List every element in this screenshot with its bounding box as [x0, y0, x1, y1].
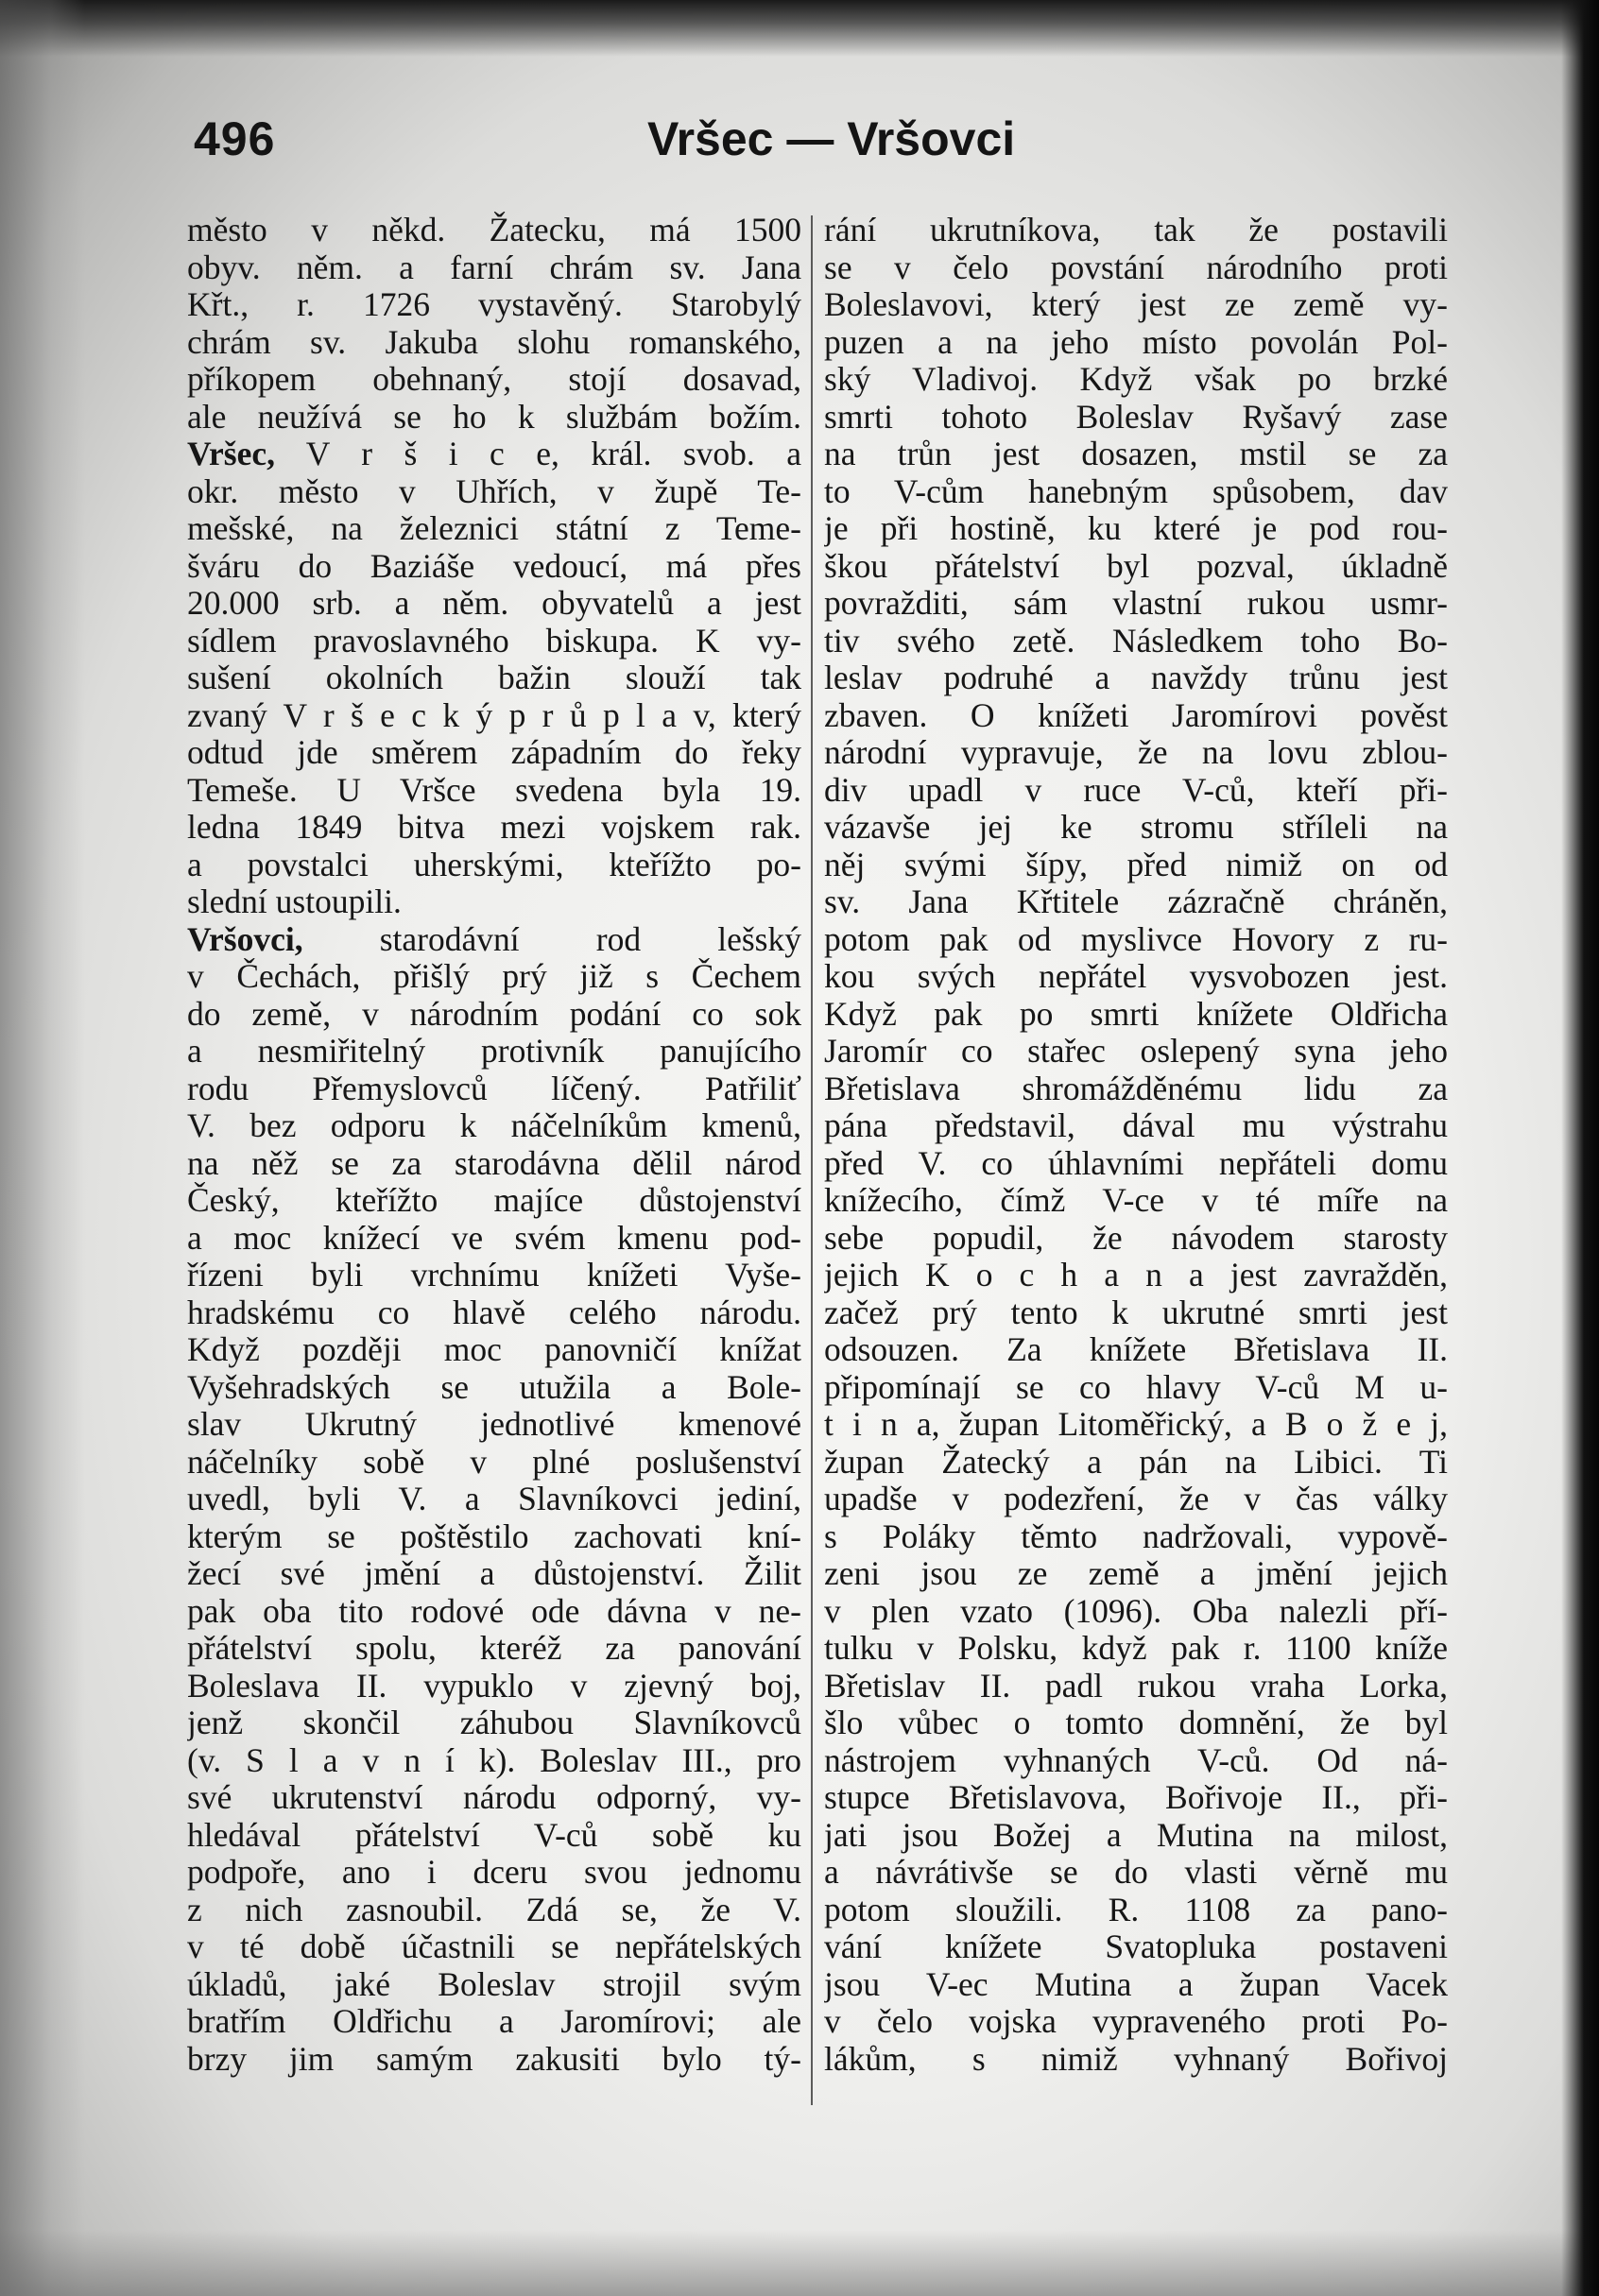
text-line: na něž se za starodávna dělil národ: [187, 1144, 801, 1182]
text-line: odsouzen. Za knížete Břetislava II.: [824, 1331, 1448, 1368]
text-line: brzy jim samým zakusiti bylo tý-: [187, 2040, 801, 2078]
text-line: lákům, s nimiž vyhnaný Bořivoj: [824, 2040, 1448, 2078]
text-line: (v. S l a v n í k). Boleslav III., pro: [187, 1741, 801, 1779]
text-line: kou svých nepřátel vysvobozen jest.: [824, 958, 1448, 995]
text-line: 20.000 srb. a něm. obyvatelů a jest: [187, 585, 801, 622]
text-line: potom sloužili. R. 1108 za pano-: [824, 1891, 1448, 1928]
text-line: a nesmiřitelný protivník panujícího: [187, 1033, 801, 1070]
text-line: uvedl, byli V. a Slavníkovci jediní,: [187, 1481, 801, 1517]
text-line: sušení okolních bažin slouží tak: [187, 660, 801, 696]
text-line: Břetislav II. padl rukou vraha Lorka,: [824, 1667, 1448, 1705]
text-line: obyv. něm. a farní chrám sv. Jana: [187, 248, 801, 286]
text-line: Boleslava II. vypuklo v zjevný boj,: [187, 1667, 801, 1705]
column-divider: [811, 215, 813, 2105]
text-line: přátelství spolu, kteréž za panování: [187, 1630, 801, 1667]
text-line: Jaromír co stařec oslepený syna jeho: [824, 1033, 1448, 1070]
text-line: jati jsou Božej a Mutina na milost,: [824, 1816, 1448, 1854]
text-line: kterým se poštěstilo zachovati kní-: [187, 1517, 801, 1555]
text-line: své ukrutenství národu odporný, vy-: [187, 1779, 801, 1816]
text-line: škou přátelství byl pozval, úkladně: [824, 547, 1448, 585]
text-line: a moc knížecí ve svém kmenu pod-: [187, 1219, 801, 1257]
text-line: Když pak po smrti knížete Oldřicha: [824, 995, 1448, 1033]
text-line: a návrátivše se do vlasti věrně mu: [824, 1854, 1448, 1891]
text-line: něj svými šípy, před nimiž on od: [824, 846, 1448, 883]
text-line: náčelníky sobě v plné poslušenství: [187, 1443, 801, 1481]
text-line: odtud jde směrem západním do řeky: [187, 734, 801, 771]
text-line: zbaven. O knížeti Jaromírovi pověst: [824, 696, 1448, 734]
text-line: jsou V-ec Mutina a župan Vacek: [824, 1965, 1448, 2003]
right-text-column: [824, 212, 1448, 2078]
text-line: šlo vůbec o tomto domnění, že byl: [824, 1705, 1448, 1741]
text-line: div upadl v ruce V-ců, kteří při-: [824, 771, 1448, 809]
text-line: podpoře, ano i dceru svou jednomu: [187, 1854, 801, 1891]
text-line: pána představil, dával mu výstrahu: [824, 1107, 1448, 1144]
text-line: Když později moc panovničí knížat: [187, 1331, 801, 1368]
text-line: tiv svého zetě. Následkem toho Bo-: [824, 622, 1448, 660]
text-line: nástrojem vyhnaných V-ců. Od ná-: [824, 1741, 1448, 1779]
text-line: sv. Jana Křtitele zázračně chráněn,: [824, 883, 1448, 920]
text-line: slav Ukrutný jednotlivé kmenové: [187, 1406, 801, 1443]
text-line: Křt., r. 1726 vystavěný. Starobylý: [187, 286, 801, 323]
text-line: hradskému co hlavě celého národu.: [187, 1294, 801, 1331]
text-line: rodu Přemyslovců líčený. Patřiliť: [187, 1070, 801, 1107]
text-line: tulku v Polsku, když pak r. 1100 kníže: [824, 1630, 1448, 1667]
text-line: rání ukrutníkova, tak že postavili: [824, 212, 1448, 248]
text-line: Boleslavovi, který jest ze země vy-: [824, 286, 1448, 323]
text-line: město v někd. Žatecku, má 1500: [187, 212, 801, 248]
text-line: zvaný V r š e c k ý p r ů p l a v, který: [187, 696, 801, 734]
text-line: sebe popudil, že návodem starosty: [824, 1219, 1448, 1257]
text-line: Český, kteřížto majíce důstojenství: [187, 1182, 801, 1219]
scan-shadow-top: [0, 0, 1599, 57]
text-line: Břetislava shromážděnému lidu za: [824, 1070, 1448, 1107]
text-line: do země, v národním podání co sok: [187, 995, 801, 1033]
text-line: z nich zasnoubil. Zdá se, že V.: [187, 1891, 801, 1928]
text-line: slední ustoupili.: [187, 883, 402, 920]
entry-headword: Vršec,: [187, 436, 275, 472]
text-line: upadše v podezření, že v čas války: [824, 1481, 1448, 1517]
text-line: smrti tohoto Boleslav Ryšavý zase: [824, 398, 1448, 436]
text-line: jejich K o c h a n a jest zavražděn,: [824, 1257, 1448, 1294]
text-line: jenž skončil záhubou Slavníkovců: [187, 1705, 801, 1741]
entry-headword: Vršovci,: [187, 920, 303, 958]
text-line: hledával přátelství V-ců sobě ku: [187, 1816, 801, 1854]
text-line: a povstalci uherskými, kteřížto po-: [187, 846, 801, 883]
text-line: ledna 1849 bitva mezi vojskem rak.: [187, 809, 801, 846]
text-line: knížecího, čímž V-ce v té míře na: [824, 1182, 1448, 1219]
text-line: národní vypravuje, že na lovu zblou-: [824, 734, 1448, 771]
text-line: sídlem pravoslavného biskupa. K vy-: [187, 622, 801, 660]
text-line: na trůn jest dosazen, mstil se za: [824, 436, 1448, 472]
text-line: se v čelo povstání národního proti: [824, 248, 1448, 286]
text-line: ský Vladivoj. Když však po brzké: [824, 361, 1448, 398]
text-line: chrám sv. Jakuba slohu romanského,: [187, 323, 801, 361]
scan-shadow-bottom: [0, 2230, 1599, 2296]
text-line: zeni jsou ze země a jmění jejich: [824, 1555, 1448, 1592]
text-line: Vršec, V r š i c e, král. svob. a: [187, 436, 801, 472]
scan-shadow-right: [1561, 0, 1599, 2296]
text-line: to V-cům hanebným spůsobem, dav: [824, 472, 1448, 510]
text-line: puzen a na jeho místo povolán Pol-: [824, 323, 1448, 361]
text-line: úkladů, jaké Boleslav strojil svým: [187, 1965, 801, 2003]
page-header: [194, 111, 1016, 178]
text-line: začež prý tento k ukrutné smrti jest: [824, 1294, 1448, 1331]
text-line: ale neužívá se ho k službám božím.: [187, 398, 801, 436]
text-line: v plen vzato (1096). Oba nalezli pří-: [824, 1592, 1448, 1630]
text-line: žecí své jmění a důstojenství. Žilit: [187, 1555, 801, 1592]
text-line: Vyšehradských se utužila a Bole-: [187, 1368, 801, 1406]
text-line: stupce Břetislavova, Bořivoje II., při-: [824, 1779, 1448, 1816]
text-line: V. bez odporu k náčelníkům kmenů,: [187, 1107, 801, 1144]
text-line: šváru do Baziáše vedoucí, má přes: [187, 547, 801, 585]
text-line: župan Žatecký a pán na Libici. Ti: [824, 1443, 1448, 1481]
text-line: povražditi, sám vlastní rukou usmr-: [824, 585, 1448, 622]
text-line: leslav podruhé a navždy trůnu jest: [824, 660, 1448, 696]
text-line: před V. co úhlavními nepřáteli domu: [824, 1144, 1448, 1182]
text-line: v čelo vojska vypraveného proti Po-: [824, 2003, 1448, 2040]
text-line: řízeni byli vrchnímu knížeti Vyše-: [187, 1257, 801, 1294]
text-line: je při hostině, ku které je pod rou-: [824, 510, 1448, 547]
text-line: s Poláky těmto nadržovali, vypově-: [824, 1517, 1448, 1555]
running-title: Vršec — Vršovci: [647, 112, 1016, 165]
text-line: Temeše. U Vršce svedena byla 19.: [187, 771, 801, 809]
text-line: Vršovci, starodávní rod lešský: [187, 920, 801, 958]
page-number: 496: [194, 112, 276, 165]
text-line: bratřím Oldřichu a Jaromírovi; ale: [187, 2003, 801, 2040]
text-line: příkopem obehnaný, stojí dosavad,: [187, 361, 801, 398]
text-line: připomínají se co hlavy V-ců M u-: [824, 1368, 1448, 1406]
text-line: pak oba tito rodové ode dávna v ne-: [187, 1592, 801, 1630]
text-line: v té době účastnili se nepřátelských: [187, 1928, 801, 1965]
left-text-column: [187, 212, 801, 2078]
text-line: vázavše jej ke stromu stříleli na: [824, 809, 1448, 846]
text-line: v Čechách, přišlý prý již s Čechem: [187, 958, 801, 995]
text-line: okr. město v Uhřích, v župě Te-: [187, 472, 801, 510]
text-line: mešské, na železnici státní z Teme-: [187, 510, 801, 547]
scan-shadow-left: [0, 0, 85, 2296]
text-line: vání knížete Svatopluka postaveni: [824, 1928, 1448, 1965]
text-line: t i n a, župan Litoměřický, a B o ž e j,: [824, 1406, 1448, 1443]
text-line: potom pak od myslivce Hovory z ru-: [824, 920, 1448, 958]
